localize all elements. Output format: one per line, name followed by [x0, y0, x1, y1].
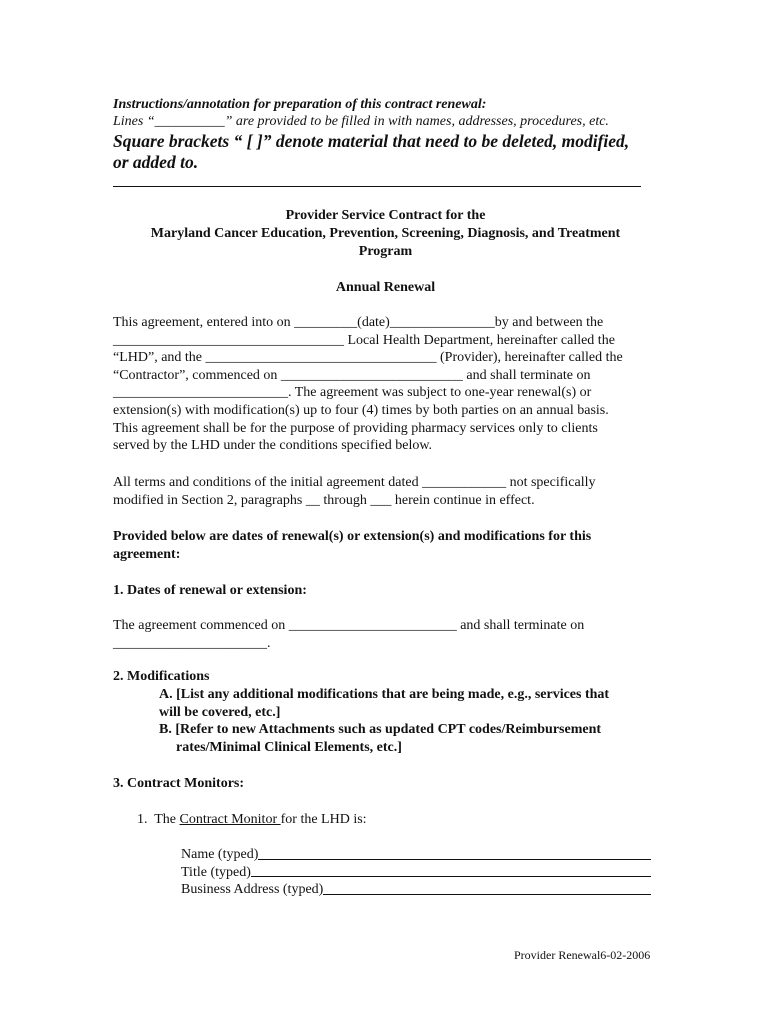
paragraph-terms — [113, 474, 658, 509]
section2-heading: 2. Modifications — [113, 669, 210, 684]
contract-monitor-link: Contract Monitor — [179, 812, 281, 827]
s1-line: ______________________. — [113, 635, 271, 651]
s3-item-suffix: for the LHD is: — [280, 812, 367, 827]
field-title-line[interactable] — [251, 864, 651, 878]
s2-item-a: A. [List any additional modifications that are being made, e.g., services that — [159, 687, 610, 702]
p3-line: agreement: — [113, 546, 181, 562]
s3-item-prefix: 1. The — [137, 812, 180, 827]
section3-item — [137, 811, 682, 829]
separator-rule — [113, 186, 641, 187]
field-address-line[interactable] — [323, 881, 651, 895]
p1-line: served by the LHD under the conditions specified below. — [113, 438, 433, 454]
p3-line: Provided below are dates of renewal(s) or extension(s) and modifications for this — [113, 529, 592, 544]
instructions-heading: Instructions/annotation for preparation of this contract renewal: — [113, 97, 487, 112]
section1-text — [113, 617, 658, 652]
title-line3: Program — [358, 244, 413, 259]
s2-item-b: B. [Refer to new Attachments such as updated CPT codes/Reimbursement — [159, 722, 602, 738]
field-name-label: Name (typed) — [181, 847, 259, 862]
paragraph-agreement — [113, 314, 658, 455]
field-title-label: Title (typed) — [181, 864, 251, 880]
instructions-lines-note: Lines “__________” are provided to be filled in with names, addresses, procedures, etc. — [113, 114, 609, 129]
p1-line: _________________________. The agreement was subject to one-year renewal(s) or — [113, 385, 592, 401]
field-name — [181, 846, 651, 864]
p1-line: “LHD”, and the _________________________________ (Provider), hereinafter called the — [113, 350, 623, 366]
p1-line: This agreement shall be for the purpose of providing pharmacy services only to clients — [113, 420, 598, 436]
s2-item-b-cont: rates/Minimal Clinical Elements, etc.] — [176, 739, 402, 755]
paragraph-provided-below — [113, 528, 658, 563]
section2-items — [159, 686, 659, 756]
field-address-label: Business Address (typed) — [181, 882, 324, 898]
instructions-brackets-line2: or added to. — [113, 152, 199, 172]
field-address — [181, 881, 651, 899]
s1-line: The agreement commenced on ________________________ and shall terminate on — [113, 618, 585, 633]
p1-line: “Contractor”, commenced on __________________________ and shall terminate on — [113, 367, 591, 383]
instructions-brackets-line1: Square brackets “ [ ]” denote material that need to be deleted, modified, — [113, 131, 630, 151]
section3-heading: 3. Contract Monitors: — [113, 776, 245, 791]
p1-line: _________________________________ Local Health Department, hereinafter called the — [113, 332, 615, 348]
field-title — [181, 864, 651, 882]
p1-line: This agreement, entered into on _________(date)_______________by and between the — [113, 315, 604, 330]
p2-line: modified in Section 2, paragraphs __ through ___ herein continue in effect. — [113, 492, 535, 508]
p2-line: All terms and conditions of the initial agreement dated ____________ not specifically — [113, 475, 596, 490]
p1-line: extension(s) with modification(s) up to four (4) times by both parties on an annual basis. — [113, 402, 609, 418]
field-name-line[interactable] — [258, 846, 651, 860]
s2-item-a-cont: will be covered, etc.] — [159, 704, 281, 720]
title-line1: Provider Service Contract for the — [285, 208, 486, 223]
monitor-fields — [181, 846, 651, 899]
page-footer: Provider Renewal6-02-2006 — [514, 948, 651, 962]
title-line2: Maryland Cancer Education, Prevention, Screening, Diagnosis, and Treatment — [150, 226, 621, 241]
section1-heading: 1. Dates of renewal or extension: — [113, 583, 307, 598]
subtitle: Annual Renewal — [335, 280, 436, 295]
